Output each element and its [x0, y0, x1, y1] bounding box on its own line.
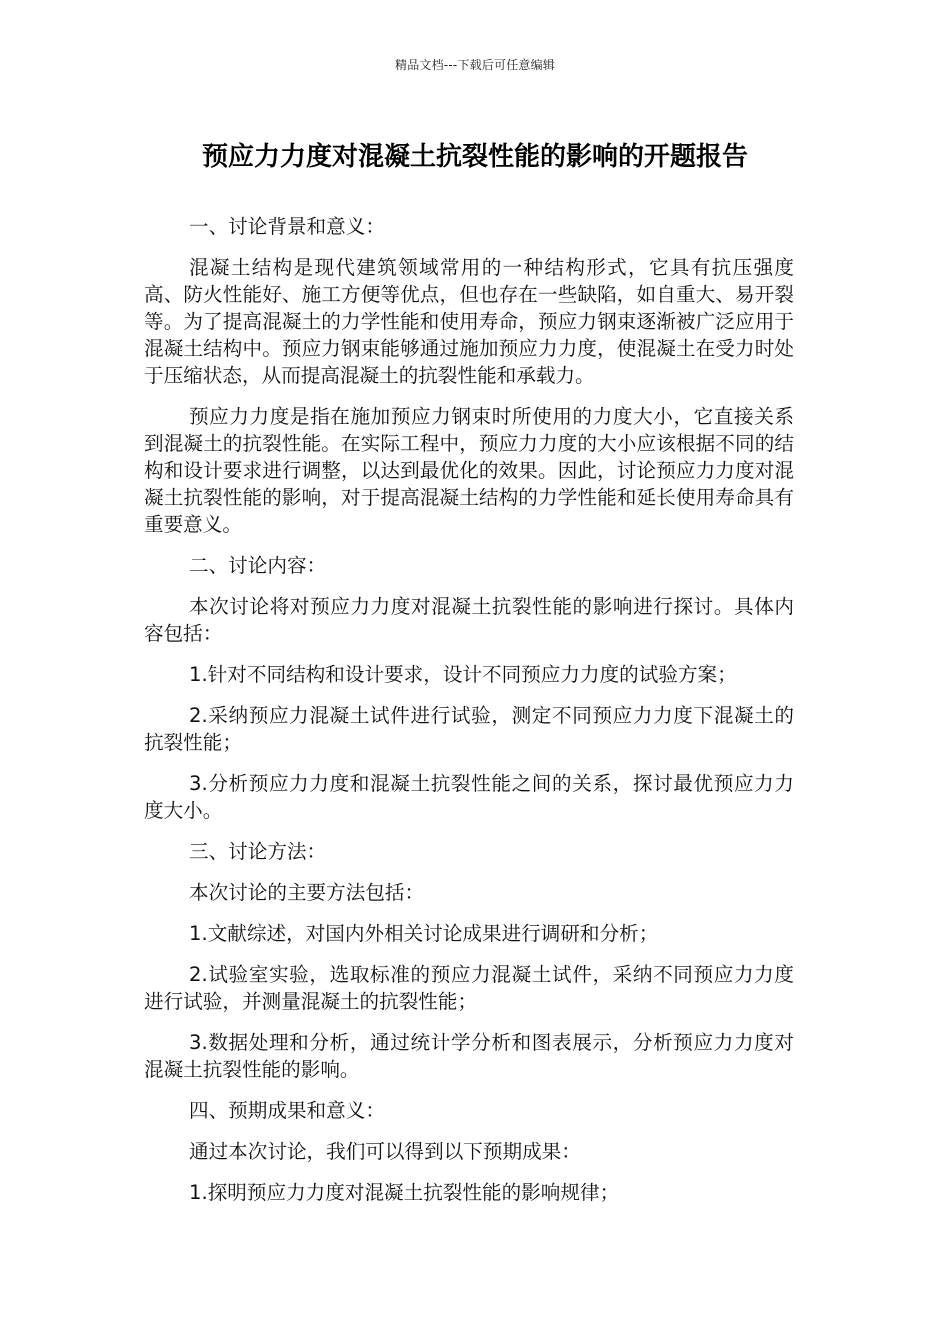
paragraph: 预应力力度是指在施加预应力钢束时所使用的力度大小，它直接关系到混凝土的抗裂性能。在实际工程中，预应力力度的大小应该根据不同的结构和设计要求进行调整，以达到最优化的效果。因此，讨论预应力力度对混凝土抗裂性能的影响，对于提高混凝土结构的力学性能和延长使用寿命具有重要意义。: [144, 405, 794, 536]
list-item: 3.数据处理和分析，通过统计学分析和图表展示，分析预应力力度对混凝土抗裂性能的影响。: [144, 1031, 794, 1081]
paragraph: 本次讨论将对预应力力度对混凝土抗裂性能的影响进行探讨。具体内容包括：: [144, 595, 794, 645]
section-heading-outcomes: 四、预期成果和意义：: [189, 1099, 385, 1122]
section-heading-method: 三、讨论方法：: [189, 840, 327, 863]
list-item: 1.文献综述，对国内外相关讨论成果进行调研和分析；: [189, 922, 659, 945]
list-item: 3.分析预应力力度和混凝土抗裂性能之间的关系，探讨最优预应力力度大小。: [144, 772, 794, 822]
paragraph: 混凝土结构是现代建筑领域常用的一种结构形式，它具有抗压强度高、防火性能好、施工方便等优点，但也存在一些缺陷，如自重大、易开裂等。为了提高混凝土的力学性能和使用寿命，预应力钢束逐渐被广泛应用于混凝土结构中。预应力钢束能够通过施加预应力力度，使混凝土在受力时处于压缩状态，从而提高混凝土的抗裂性能和承载力。: [144, 256, 794, 387]
list-item: 1.针对不同结构和设计要求，设计不同预应力力度的试验方案；: [189, 663, 737, 686]
list-item: 1.探明预应力力度对混凝土抗裂性能的影响规律；: [189, 1181, 620, 1204]
list-item: 2.试验室实验，选取标准的预应力混凝土试件，采纳不同预应力力度进行试验，并测量混凝土的抗裂性能；: [144, 963, 794, 1013]
page-header-note: 精品文档---下载后可任意编辑: [395, 58, 555, 72]
section-heading-content: 二、讨论内容：: [189, 554, 327, 577]
paragraph: 通过本次讨论，我们可以得到以下预期成果：: [189, 1140, 581, 1163]
paragraph: 本次讨论的主要方法包括：: [189, 881, 425, 904]
document-title: 预应力力度对混凝土抗裂性能的影响的开题报告: [201, 142, 748, 172]
section-heading-background: 一、讨论背景和意义：: [189, 215, 385, 238]
document-body: [144, 213, 794, 1220]
list-item: 2.采纳预应力混凝土试件进行试验，测定不同预应力力度下混凝土的抗裂性能；: [144, 704, 794, 754]
